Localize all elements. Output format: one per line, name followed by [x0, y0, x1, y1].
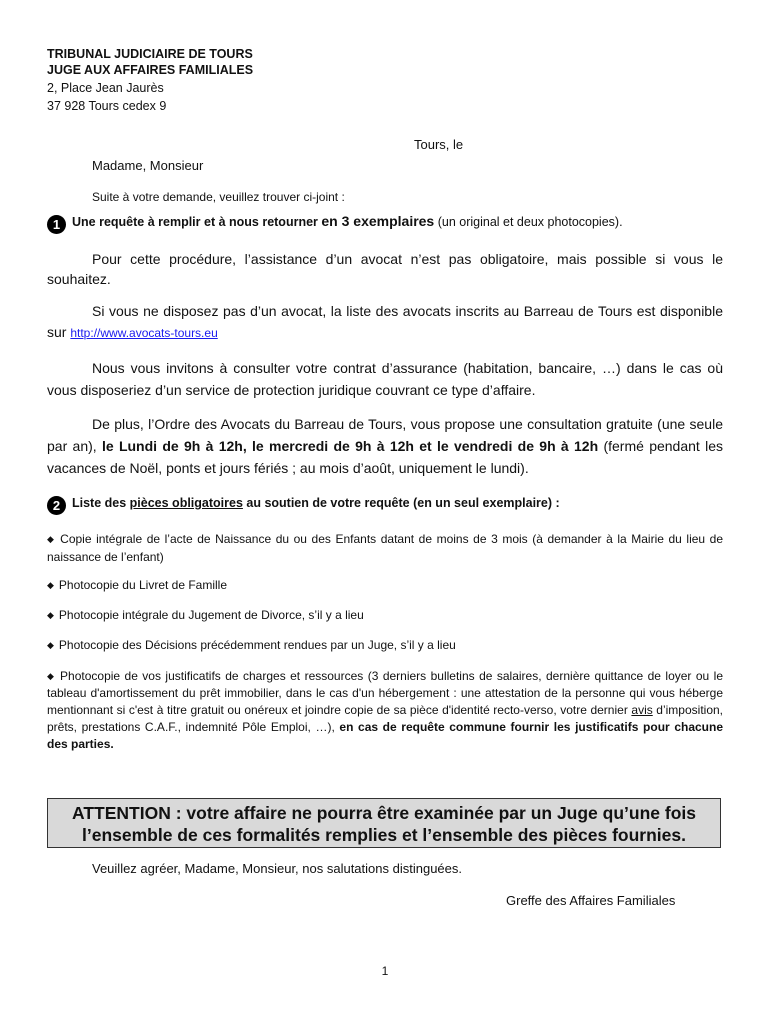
list-item-text: Photocopie intégrale du Jugement de Divorce, s’il y a lieu: [58, 608, 364, 622]
ordre-closure-note: (fermé pendant les vacances de Noël, ponts et jours fériés ; au mois d’août, uniquement le lundi).: [47, 438, 723, 476]
list-item-emphasis: en cas de requête commune fournir les justificatifs pour chacune des parties.: [47, 720, 724, 751]
list-item: [47, 578, 723, 592]
salutation: Madame, Monsieur: [92, 158, 204, 173]
list-item-text: Photocopie de vos justificatifs de charges et ressources (3 derniers bulletins de salaires, dernière quittance de loyer ou le tableau d'amortissement du prêt immobilier, dans le cas d'un hébergement : une attestation de la personne qui vous héberge mentionnant si c'est à titre gratuit ou onéreux et joindre copie de sa pièce d'identité recto-verso, votre dernier: [47, 669, 723, 717]
number-two-icon: 2: [47, 496, 66, 515]
diamond-bullet-icon: ◆: [47, 534, 56, 544]
attention-line-2: l’ensemble de ces formalités remplies et l’ensemble des pièces fournies.: [81, 825, 686, 845]
list-item: [47, 608, 723, 622]
court-name: TRIBUNAL JUDICIAIRE DE TOURS: [47, 47, 253, 61]
section1-emphasis: en 3 exemplaires: [321, 213, 435, 229]
paragraph-ordre-avocats: [47, 413, 723, 479]
list-item-text-continued: d’imposition, prêts, prestations C.A.F., indemnité Pôle Emploi, …),: [47, 703, 723, 734]
closing-formula: Veuillez agréer, Madame, Monsieur, nos salutations distinguées.: [92, 861, 462, 876]
court-address-city: 37 928 Tours cedex 9: [47, 99, 167, 113]
attention-box: [47, 798, 721, 848]
paragraph-liste-text: Si vous ne disposez pas d’un avocat, la liste des avocats inscrits au Barreau de Tours est disponible sur: [47, 303, 723, 340]
list-item: [47, 530, 723, 566]
section2-text-end: au soutien de votre requête (en un seul exemplaire) :: [242, 496, 560, 510]
diamond-bullet-icon: ◆: [47, 640, 54, 650]
number-one-icon: 1: [47, 215, 66, 234]
list-item: [47, 638, 723, 652]
ordre-hours: le Lundi de 9h à 12h, le mercredi de 9h à 12h et le vendredi de 9h à 12h: [101, 438, 599, 454]
list-item-text: Photocopie du Livret de Famille: [58, 578, 228, 592]
page-number: 1: [381, 964, 389, 978]
avis-word: avis: [631, 703, 653, 717]
paragraph-liste-avocats: [47, 301, 723, 344]
diamond-bullet-icon: ◆: [47, 610, 54, 620]
court-division: JUGE AUX AFFAIRES FAMILIALES: [47, 63, 254, 77]
court-address-street: 2, Place Jean Jaurès: [47, 81, 164, 95]
intro-text: Suite à votre demande, veuillez trouver ci-joint :: [92, 190, 345, 204]
signature: Greffe des Affaires Familiales: [506, 893, 676, 908]
list-item: [47, 668, 723, 753]
section2-emphasis: pièces obligatoires: [129, 496, 243, 510]
section1-text: Une requête à remplir et à nous retourner: [72, 215, 322, 229]
section2-heading: [47, 496, 727, 515]
section1-heading: [47, 213, 727, 234]
ordre-text: De plus, l’Ordre des Avocats du Barreau de Tours, vous propose une consultation gratuite (une seule par an),: [47, 416, 723, 454]
attention-line-1: ATTENTION : votre affaire ne pourra être examinée par un Juge qu’une fois: [72, 803, 696, 823]
date-line: Tours, le: [414, 137, 464, 152]
diamond-bullet-icon: ◆: [47, 671, 56, 681]
paragraph-avocat: Pour cette procédure, l’assistance d’un avocat n’est pas obligatoire, mais possible si vous le souhaitez.: [47, 251, 723, 287]
list-item-text: Copie intégrale de l’acte de Naissance du ou des Enfants datant de moins de 3 mois (à demander à la Mairie du lieu de naissance de l’enfant): [47, 532, 724, 564]
list-item-text: Photocopie des Décisions précédemment rendues par un Juge, s’il y a lieu: [58, 638, 456, 652]
paragraph-assurance: Nous vous invitons à consulter votre contrat d’assurance (habitation, bancaire, …) dans le cas où vous disposeriez d’un service de protection juridique couvrant ce type d’affaire.: [47, 360, 723, 398]
diamond-bullet-icon: ◆: [47, 580, 54, 590]
section1-note: (un original et deux photocopies).: [434, 215, 623, 229]
avocats-link[interactable]: http://www.avocats-tours.eu: [70, 326, 218, 340]
section2-text: Liste des: [72, 496, 130, 510]
